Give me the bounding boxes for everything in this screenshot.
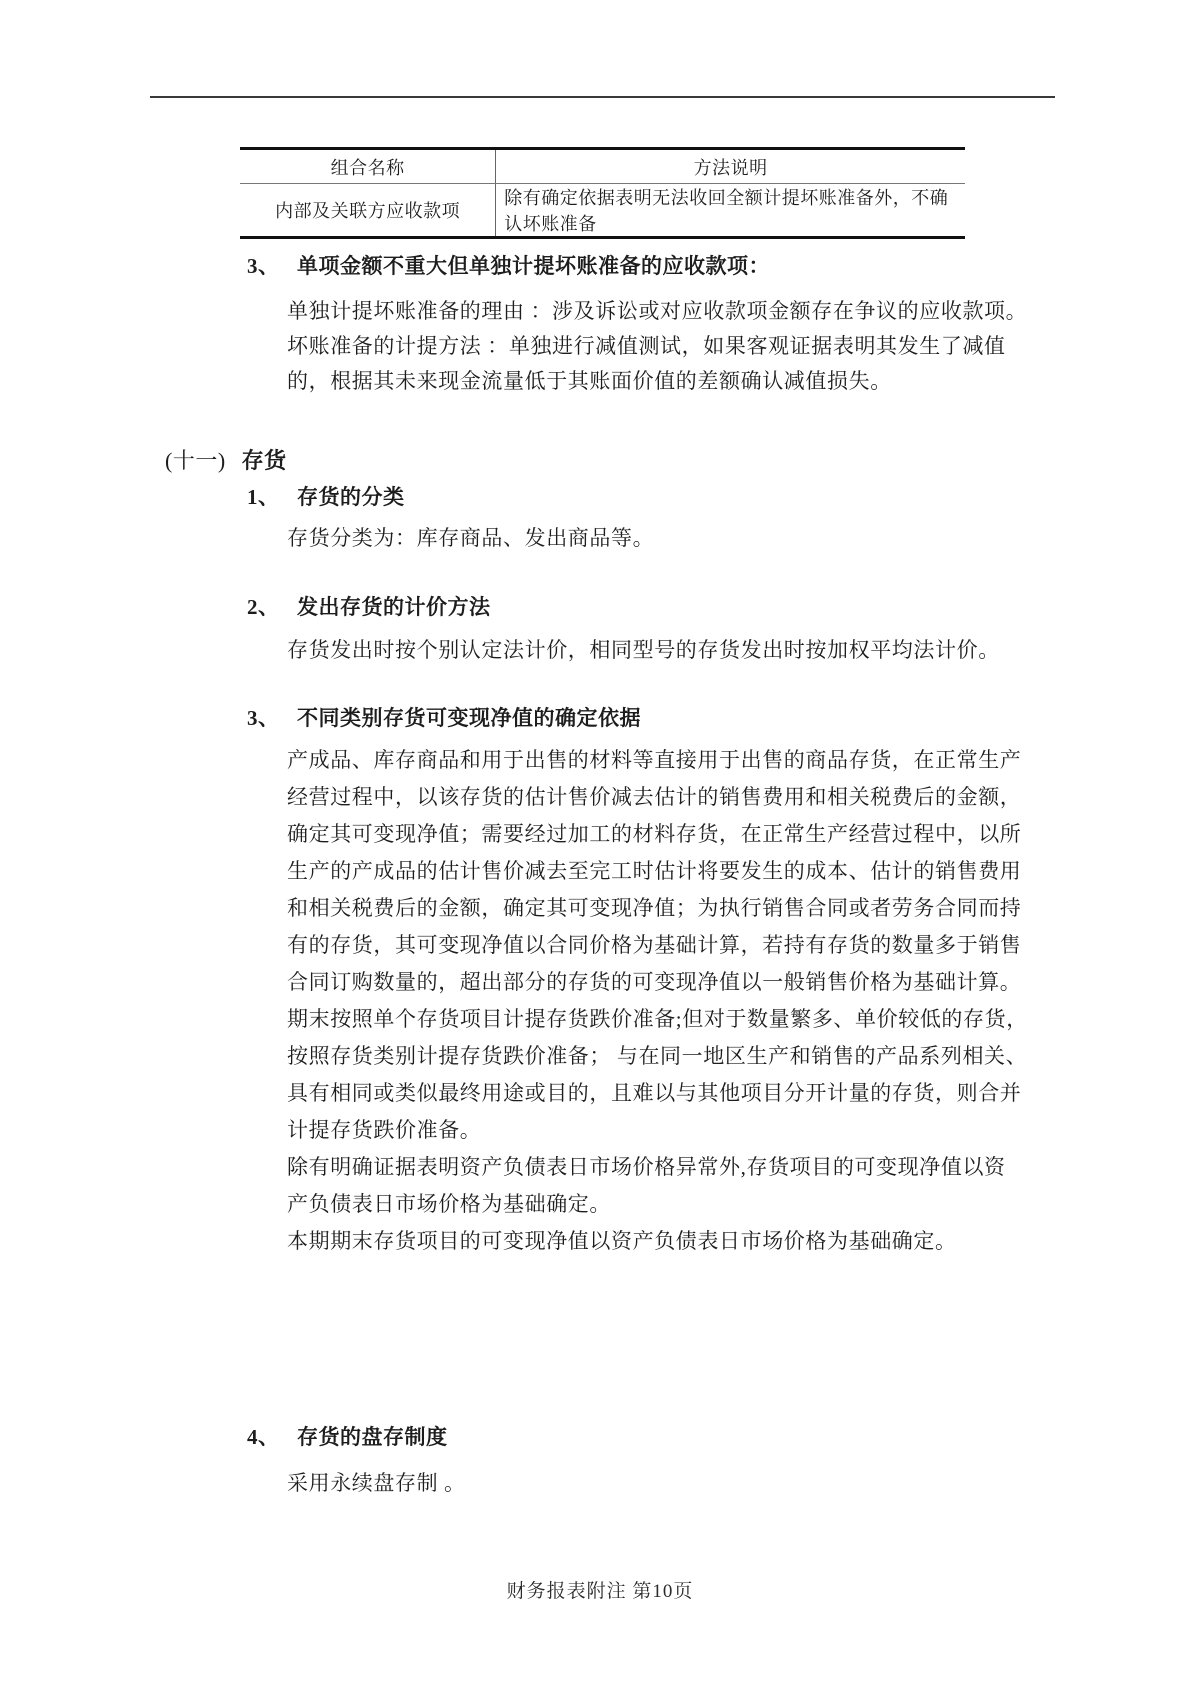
paragraph-line: 和相关税费后的金额，确定其可变现净值；为执行销售合同或者劳务合同而持 [287, 896, 1022, 920]
heading-title: 不同类别存货可变现净值的确定依据 [297, 706, 641, 730]
paragraph-net-realizable-value-basis [287, 742, 1028, 1260]
heading-inventory-count-system [247, 1421, 448, 1451]
paragraph-line: 按照存货类别计提存货跌价准备； 与在同一地区生产和销售的产品系列相关、 [287, 1044, 1028, 1068]
heading-number: 3、 [247, 706, 280, 730]
paragraph-line: 经营过程中，以该存货的估计售价减去估计的销售费用和相关税费后的金额， [287, 785, 1022, 809]
paragraph-line: 坏账准备的计提方法 ：单独进行减值测试，如果客观证据表明其发生了减值 [287, 334, 1006, 358]
paragraph-line: 采用永续盘存制 。 [287, 1471, 466, 1495]
heading-number: 3、 [247, 254, 280, 278]
heading-title: 存货的盘存制度 [297, 1425, 448, 1449]
heading-title: 单项金额不重大但单独计提坏账准备的应收款项： [297, 254, 770, 278]
paragraph-line: 具有相同或类似最终用途或目的，且难以与其他项目分开计量的存货，则合并 [287, 1081, 1022, 1105]
paragraph-line: 除有明确证据表明资产负债表日市场价格异常外,存货项目的可变现净值以资 [287, 1155, 1006, 1179]
paragraph-line: 产负债表日市场价格为基础确定。 [287, 1192, 611, 1216]
paragraph-inventory-valuation-method [287, 633, 1000, 668]
heading-title: 存货的分类 [297, 485, 405, 509]
heading-receivables-item3 [247, 250, 770, 280]
heading-inventory-classification [247, 481, 405, 511]
paragraph-line: 本期期末存货项目的可变现净值以资产负债表日市场价格为基础确定。 [287, 1229, 957, 1253]
table-cell-group-name: 内部及关联方应收款项 [240, 184, 496, 238]
paragraph-line: 确定其可变现净值；需要经过加工的材料存货，在正常生产经营过程中，以所 [287, 822, 1022, 846]
paragraph-line: 生产的产成品的估计售价减去至完工时估计将要发生的成本、估计的销售费用 [287, 859, 1022, 883]
heading-title: 发出存货的计价方法 [297, 595, 491, 619]
table-header-method-desc: 方法说明 [496, 149, 965, 184]
paragraph-line: 存货分类为：库存商品、发出商品等。 [287, 526, 655, 550]
heading-number: 2、 [247, 595, 280, 619]
paragraph-line: 合同订购数量的，超出部分的存货的可变现净值以一般销售价格为基础计算。 [287, 970, 1022, 994]
heading-section-11-inventory [165, 444, 287, 475]
paragraph-line: 单独计提坏账准备的理由 ：涉及诉讼或对应收款项金额存在争议的应收款项。 [287, 299, 1028, 323]
table-cell-method-desc: 除有确定依据表明无法收回全额计提坏账准备外，不确认坏账准备 [504, 188, 949, 234]
paragraph-inventory-count-system [287, 1466, 466, 1501]
heading-inventory-valuation-method [247, 591, 491, 621]
section-number: (十一) [165, 448, 226, 473]
page-footer: 财务报表附注 第10页 [506, 1581, 694, 1602]
paragraph-line: 产成品、库存商品和用于出售的材料等直接用于出售的商品存货，在正常生产 [287, 748, 1022, 772]
table-header-group-name: 组合名称 [240, 149, 496, 184]
table-header-row [240, 149, 965, 184]
section-title: 存货 [241, 448, 287, 473]
heading-net-realizable-value-basis [247, 702, 641, 732]
paragraph-inventory-classification [287, 521, 654, 556]
header-rule [150, 96, 1055, 98]
paragraph-line: 计提存货跌价准备。 [287, 1118, 482, 1142]
paragraph-line: 期末按照单个存货项目计提存货跌价准备;但对于数量繁多、单价较低的存货， [287, 1007, 1028, 1031]
bad-debt-method-table [240, 147, 965, 239]
paragraph-line: 的，根据其未来现金流量低于其账面价值的差额确认减值损失。 [287, 369, 892, 393]
heading-number: 4、 [247, 1425, 280, 1449]
table-row [240, 184, 965, 238]
paragraph-line: 有的存货，其可变现净值以合同价格为基础计算，若持有存货的数量多于销售 [287, 933, 1022, 957]
paragraph-line: 存货发出时按个别认定法计价，相同型号的存货发出时按加权平均法计价。 [287, 638, 1000, 662]
heading-number: 1、 [247, 485, 280, 509]
paragraph-receivables-item3 [287, 294, 1027, 399]
